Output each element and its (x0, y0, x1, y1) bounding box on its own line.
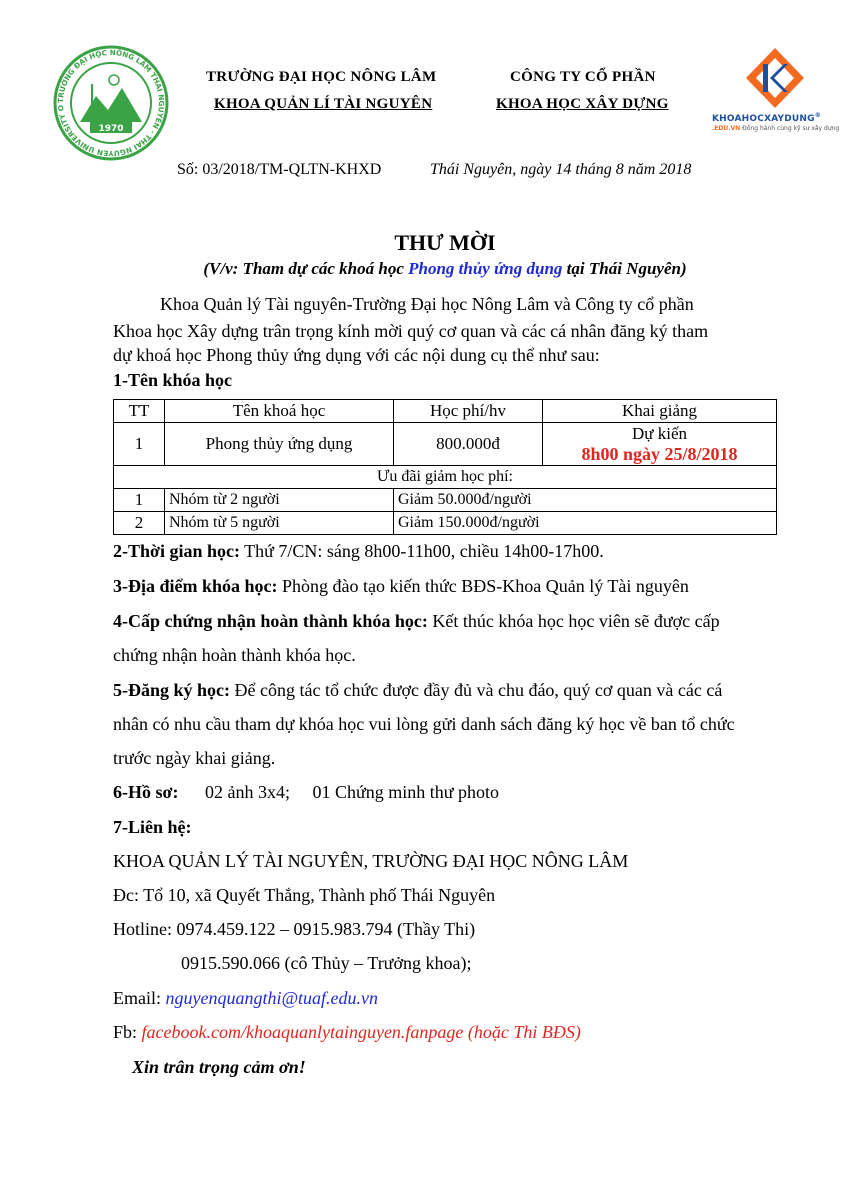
university-name: TRƯỜNG ĐẠI HỌC NÔNG LÂM (206, 69, 437, 85)
col-header-tt: TT (114, 400, 165, 423)
discount-group: Nhóm từ 2 người (165, 489, 394, 512)
contact-hotline: Hotline: 0974.459.122 – 0915.983.794 (Thầy Thi) (113, 919, 476, 939)
section-7-heading: 7-Liên hệ: (113, 817, 192, 837)
page-title: THƯ MỜI (394, 230, 496, 255)
contact-org: KHOA QUẢN LÝ TÀI NGUYÊN, TRƯỜNG ĐẠI HỌC NÔNG LÂM (113, 851, 629, 871)
intro-line-1: Khoa Quản lý Tài nguyên-Trường Đại học Nông Lâm và Công ty cổ phần (160, 294, 694, 314)
contact-email: Email: nguyenquangthi@tuaf.edu.vn (113, 988, 379, 1008)
faculty-name: KHOA QUẢN LÍ TÀI NGUYÊN (214, 96, 433, 112)
row-fee: 800.000đ (394, 423, 543, 466)
col-header-fee: Học phí/hv (394, 400, 543, 423)
email-link[interactable]: nguyenquangthi@tuaf.edu.vn (165, 988, 379, 1008)
start-date: 8h00 ngày 25/8/2018 (581, 444, 738, 464)
table-row (114, 423, 777, 466)
col-header-course: Tên khoá học (165, 400, 394, 423)
discount-value: Giảm 50.000đ/người (394, 489, 777, 512)
contact-facebook: Fb: facebook.com/khoaquanlytainguyen.fanpage (hoặc Thi BĐS) (113, 1022, 581, 1042)
table-row: 2 Nhóm từ 5 người Giảm 150.000đ/người (114, 512, 777, 535)
date-place: Thái Nguyên, ngày 14 tháng 8 năm 2018 (430, 161, 692, 178)
svg-text:TRƯỜNG ĐẠI HỌC NÔNG LÂM THÁI N: TRƯỜNG ĐẠI HỌC NÔNG LÂM THÁI NGUYÊN · THAI NGUYEN UNIVERSITY O (55, 47, 167, 159)
logo-domain: .EDU.VN (712, 125, 741, 132)
section-5-cont-2: trước ngày khai giảng. (113, 748, 276, 768)
section-4: 4-Cấp chứng nhận hoàn thành khóa học: Kết thúc khóa học học viên sẽ được cấp (113, 611, 720, 631)
closing-text: Xin trân trọng cảm ơn! (132, 1057, 306, 1077)
logo-brand: KHOAHOCXAYDUNG (712, 114, 815, 124)
svg-text:1970: 1970 (98, 124, 124, 134)
discount-group: Nhóm từ 5 người (165, 512, 394, 535)
row-start: Dự kiến 8h00 ngày 25/8/2018 (543, 423, 777, 466)
logo-tagline: Đồng hành cùng kỹ sư xây dựng (742, 125, 840, 132)
row-course-name: Phong thủy ứng dụng (165, 423, 394, 466)
facebook-link[interactable]: facebook.com/khoaquanlytainguyen.fanpage (hoặc Thi BĐS) (141, 1022, 581, 1042)
intro-line-2: Khoa học Xây dựng trân trọng kính mời quý cơ quan và các cá nhân đăng ký tham (113, 321, 709, 341)
contact-address: Đc: Tổ 10, xã Quyết Thắng, Thành phố Thái Nguyên (113, 885, 496, 905)
course-highlight: Phong thủy ứng dụng (408, 259, 563, 278)
row-tt: 1 (114, 423, 165, 466)
contact-hotline-2: 0915.590.066 (cô Thủy – Trưởng khoa); (181, 953, 472, 973)
discount-title: Ưu đãi giảm học phí: (114, 466, 777, 489)
section-5: 5-Đăng ký học: Để công tác tổ chức được đầy đủ và chu đáo, quý cơ quan và các cá (113, 680, 723, 700)
company-name: KHOA HỌC XÂY DỰNG (496, 96, 669, 112)
company-logo: KHOAHOCXAYDUNG® .EDU.VN Đồng hành cùng kỹ sư xây dựng (708, 44, 842, 140)
discount-title-row (114, 466, 777, 489)
table-row: 1 Nhóm từ 2 người Giảm 50.000đ/người (114, 489, 777, 512)
section-6: 6-Hồ sơ: 02 ảnh 3x4; 01 Chứng minh thư photo (113, 782, 499, 802)
intro-line-3: dự khoá học Phong thủy ứng dụng với các nội dung cụ thể như sau: (113, 345, 600, 365)
section-3: 3-Địa điểm khóa học: Phòng đào tạo kiến thức BĐS-Khoa Quản lý Tài nguyên (113, 576, 689, 596)
discount-value: Giảm 150.000đ/người (394, 512, 777, 535)
section-5-cont-1: nhân có nhu cầu tham dự khóa học vui lòng gửi danh sách đăng ký học về ban tổ chức (113, 714, 735, 734)
col-header-start: Khai giảng (543, 400, 777, 423)
university-seal (52, 44, 170, 162)
reference-number: Số: 03/2018/TM-QLTN-KHXD (177, 161, 382, 178)
section-1-heading: 1-Tên khóa học (113, 370, 233, 390)
section-2: 2-Thời gian học: Thứ 7/CN: sáng 8h00-11h00, chiều 14h00-17h00. (113, 541, 604, 561)
company-type: CÔNG TY CỔ PHẦN (510, 69, 656, 85)
subtitle: (V/v: Tham dự các khoá học Phong thủy ứng dụng tại Thái Nguyên) (203, 259, 687, 278)
table-header-row (114, 400, 777, 423)
section-4-cont: chứng nhận hoàn thành khóa học. (113, 645, 356, 665)
course-table (113, 399, 777, 535)
